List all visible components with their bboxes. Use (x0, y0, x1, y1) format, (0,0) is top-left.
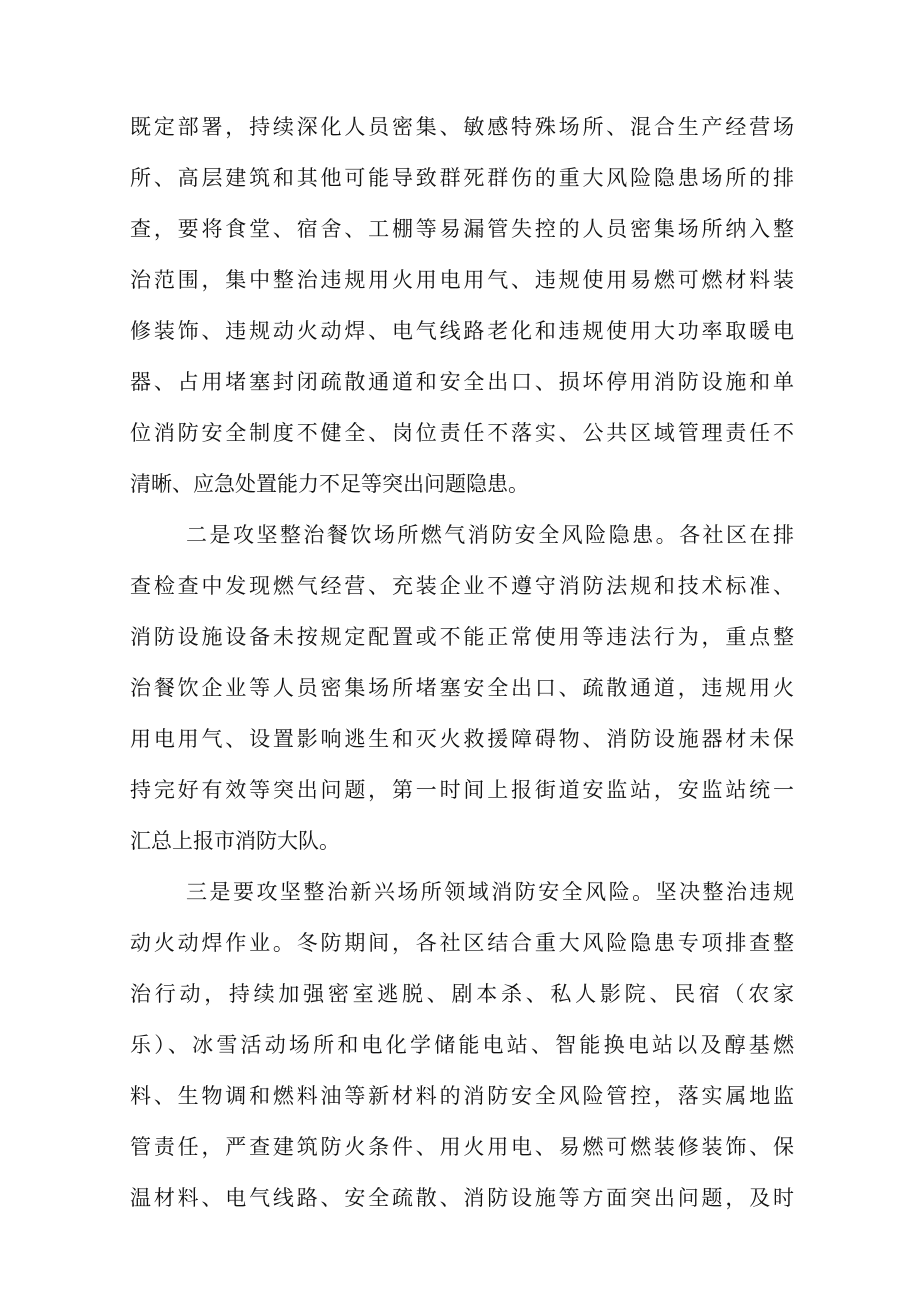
text-line: 消防设施设备未按规定配置或不能正常使用等违法行为，重点整 (130, 625, 794, 649)
text-line: 位消防安全制度不健全、岗位责任不落实、公共区域管理责任不 (130, 421, 794, 445)
text-line: 器、占用堵塞封闭疏散通道和安全出口、损坏停用消防设施和单 (130, 370, 794, 394)
text-line: 用电用气、设置影响逃生和灭火救援障碍物、消防设施器材未保 (130, 727, 794, 751)
text-line: 治餐饮企业等人员密集场所堵塞安全出口、疏散通道，违规用火 (130, 676, 794, 700)
text-line: 查检查中发现燃气经营、充装企业不遵守消防法规和技术标准、 (130, 574, 794, 598)
text-line: 修装饰、违规动火动焊、电气线路老化和违规使用大功率取暖电 (130, 319, 794, 343)
text-line: 既定部署，持续深化人员密集、敏感特殊场所、混合生产经营场 (130, 115, 794, 139)
document-body (130, 102, 794, 1224)
text-line: 二是攻坚整治餐饮场所燃气消防安全风险隐患。各社区在排 (186, 523, 794, 547)
text-line: 料、生物调和燃料油等新材料的消防安全风险管控，落实属地监 (130, 1084, 794, 1108)
paragraph-2 (130, 510, 794, 867)
text-line: 温材料、电气线路、安全疏散、消防设施等方面突出问题，及时 (130, 1186, 794, 1210)
text-line: 汇总上报市消防大队。 (130, 829, 340, 853)
paragraph-3 (130, 867, 794, 1224)
text-line: 治范围，集中整治违规用火用电用气、违规使用易燃可燃材料装 (130, 268, 794, 292)
text-line: 管责任，严查建筑防火条件、用火用电、易燃可燃装修装饰、保 (130, 1135, 794, 1159)
text-line: 乐）、冰雪活动场所和电化学储能电站、智能换电站以及醇基燃 (130, 1033, 794, 1057)
text-line: 所、高层建筑和其他可能导致群死群伤的重大风险隐患场所的排 (130, 166, 794, 190)
text-line: 治行动，持续加强密室逃脱、剧本杀、私人影院、民宿（农家 (130, 982, 794, 1006)
text-line: 查，要将食堂、宿舍、工棚等易漏管失控的人员密集场所纳入整 (130, 217, 794, 241)
text-line: 清晰、应急处置能力不足等突出问题隐患。 (130, 472, 529, 496)
paragraph-1 (130, 102, 794, 510)
text-line: 动火动焊作业。冬防期间，各社区结合重大风险隐患专项排查整 (130, 931, 794, 955)
text-line: 三是要攻坚整治新兴场所领域消防安全风险。坚决整治违规 (186, 880, 794, 904)
text-line: 持完好有效等突出问题，第一时间上报街道安监站，安监站统一 (130, 778, 794, 802)
